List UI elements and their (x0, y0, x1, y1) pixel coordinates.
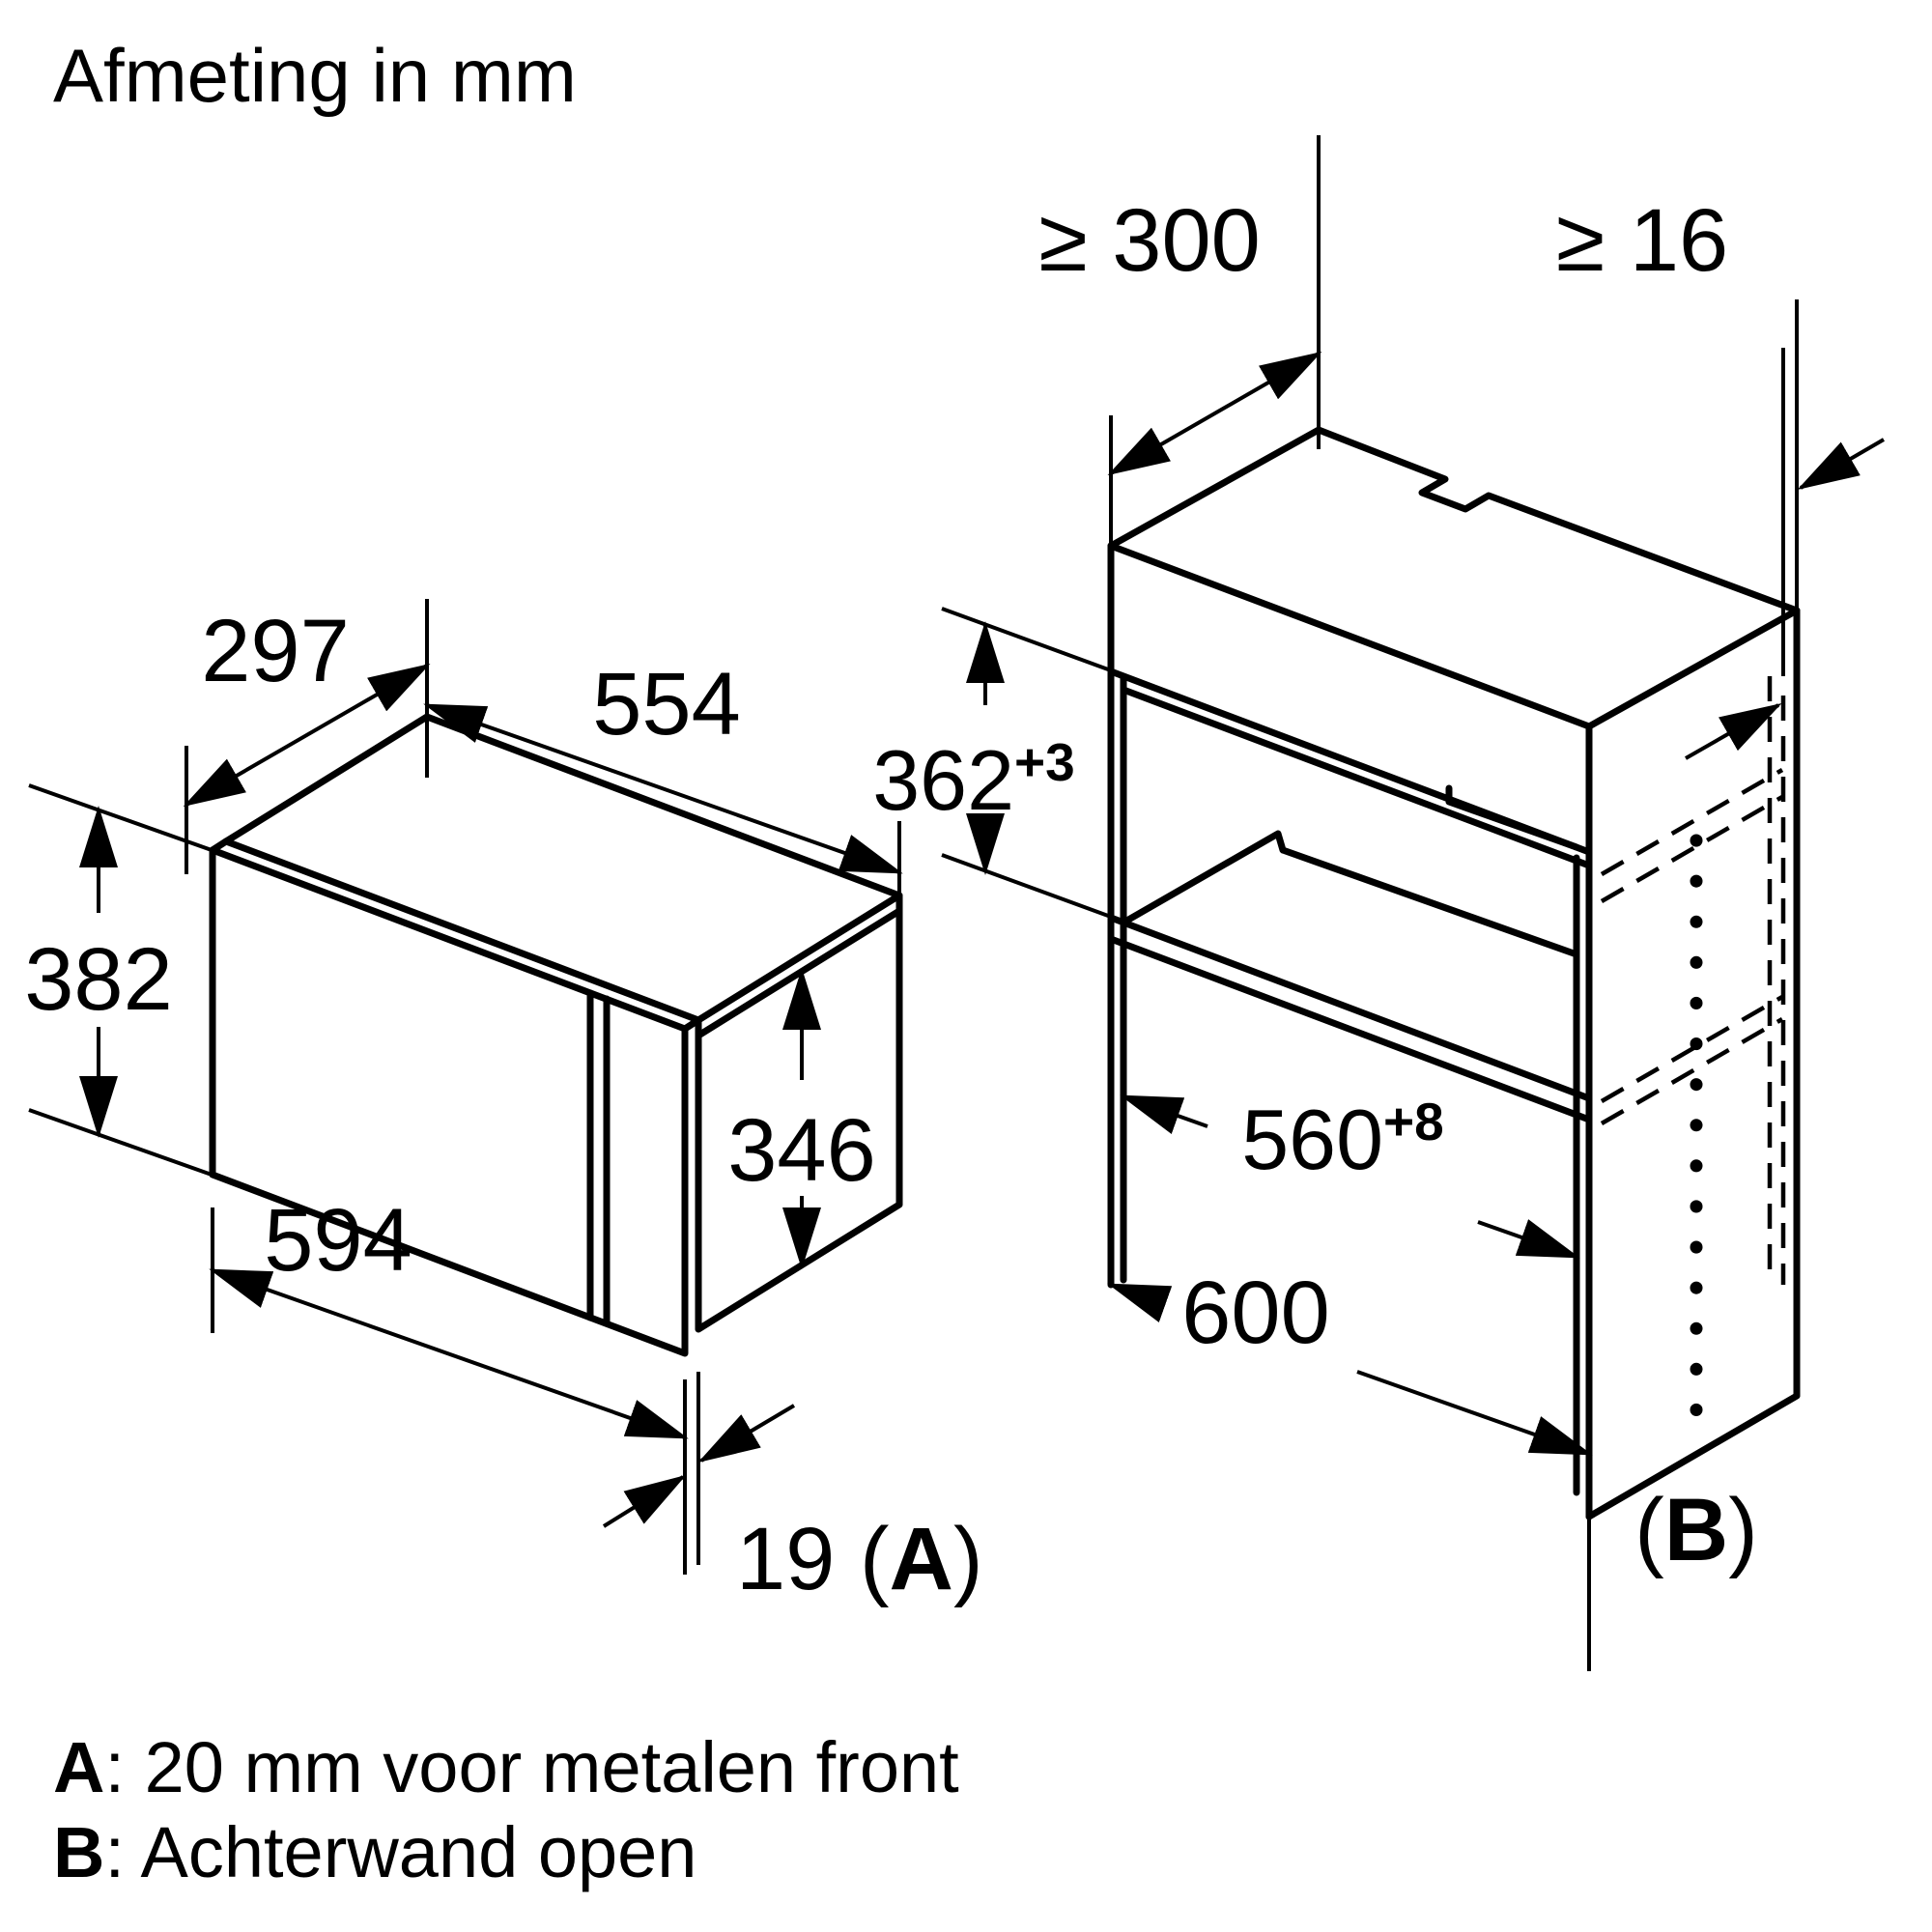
legend-line-a: A: 20 mm voor metalen front (53, 1727, 959, 1807)
dim-560-arrow-right (1478, 1222, 1577, 1257)
dim-600-arrow-left (1111, 1285, 1154, 1300)
dim-19-arrow-right (701, 1406, 794, 1461)
dim-382-ext-top (29, 785, 242, 861)
dim-594-line (213, 1270, 685, 1437)
dim-16-label: ≥ 16 (1555, 191, 1729, 290)
dim-19-label: 19 (A) (736, 1510, 983, 1608)
cabinet-niche-floor-edge (1111, 918, 1589, 1120)
cabinet-drawing (872, 135, 1884, 1671)
dim-19-arrow-left (604, 1477, 683, 1526)
dim-300-line (1111, 354, 1319, 473)
dim-16-arrow-left (1686, 705, 1778, 758)
dim-554-label: 554 (592, 655, 741, 753)
dim-362-label: $362^{+3}$ (872, 732, 1075, 828)
dim-600-label: 600 (1181, 1264, 1330, 1362)
microwave-drawing (24, 599, 982, 1608)
page-title: Afmeting in mm (53, 33, 577, 118)
dim-560-arrow-left (1123, 1096, 1208, 1126)
ref-b-label: (B) (1634, 1481, 1758, 1579)
dim-560-label: $560^{+8}$ (1241, 1092, 1444, 1187)
microwave-door-seam (590, 993, 607, 1323)
dim-297-label: 297 (201, 602, 350, 700)
dim-594-label: 594 (264, 1191, 412, 1290)
cabinet-back-bottom-edges (1589, 611, 1797, 1517)
cabinet-niche-floor-interior (1123, 834, 1577, 954)
dim-16-arrow-right (1801, 440, 1884, 488)
legend-line-b: B: Achterwand open (53, 1812, 697, 1892)
dim-300-label: ≥ 300 (1038, 191, 1261, 290)
cabinet-top-face (1111, 430, 1797, 726)
dim-382-label: 382 (24, 930, 173, 1029)
dim-600-arrow-right (1357, 1372, 1589, 1454)
dim-346-label: 346 (727, 1101, 876, 1200)
cabinet-hidden-edges (1602, 676, 1783, 1285)
microwave-front-panel-top-edge (213, 841, 698, 1029)
